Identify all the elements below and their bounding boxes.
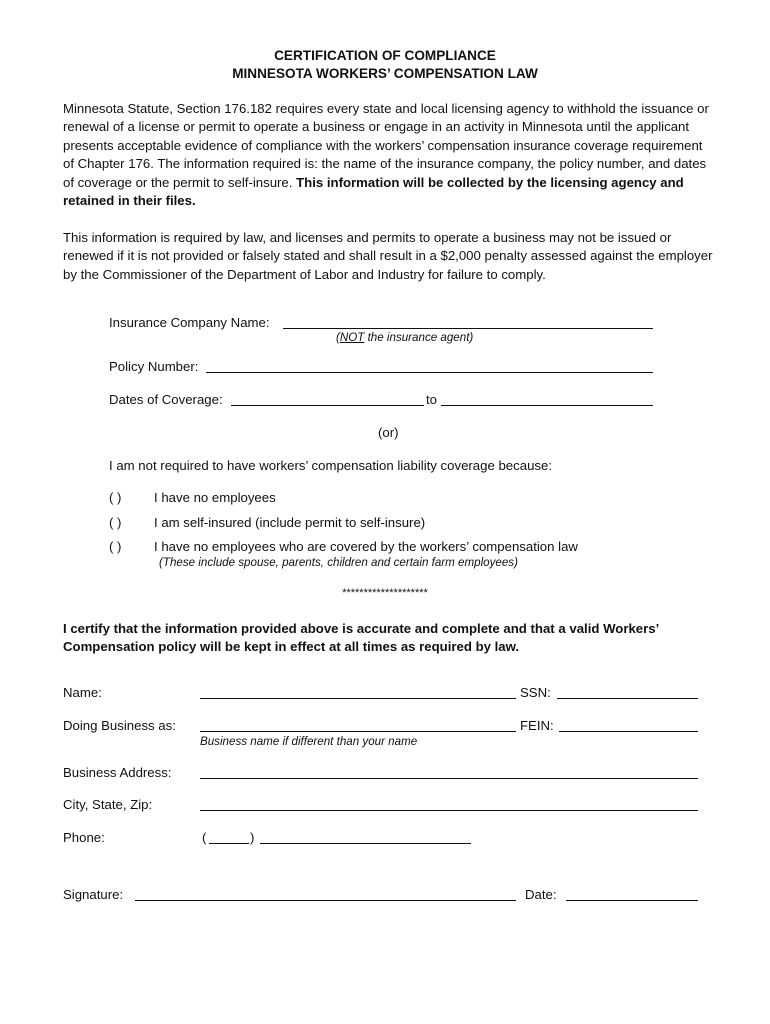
dates-to-label: to xyxy=(426,392,437,407)
exempt-note: (These include spouse, parents, children and certain farm employees) xyxy=(159,556,518,569)
city-state-zip-field[interactable] xyxy=(200,810,698,811)
insurance-company-field[interactable] xyxy=(283,328,653,329)
doing-business-as-label: Doing Business as: xyxy=(63,718,176,733)
insurance-company-label: Insurance Company Name: xyxy=(109,315,270,330)
exempt-checkbox-no-covered-employees[interactable]: ( ) xyxy=(109,539,122,554)
intro-text: Minnesota Statute, Section 176.182 requires every state and local licensing agency to withhold the issuance or renewal of a license or permit to operate a business or engage in an activity in Minnesota until the applicant presents acceptable evidence of compliance with the workers’ compensation insurance coverage requirement of Chapter 176. The information required is: the name of the insurance company, the policy number, and dates of coverage or the permit to self-insure. xyxy=(63,101,709,190)
exempt-option-no-covered-employees: I have no employees who are covered by the workers’ compensation law xyxy=(154,539,578,554)
phone-area-close-paren: ) xyxy=(250,830,255,845)
name-field[interactable] xyxy=(200,698,516,699)
exempt-checkbox-self-insured[interactable]: ( ) xyxy=(109,515,122,530)
doing-business-as-field[interactable] xyxy=(200,731,516,732)
note-rest: the insurance agent) xyxy=(364,331,474,344)
policy-number-field[interactable] xyxy=(206,372,653,373)
fein-field[interactable] xyxy=(559,731,698,732)
fein-label: FEIN: xyxy=(520,718,554,733)
dates-of-coverage-label: Dates of Coverage: xyxy=(109,392,223,407)
business-address-label: Business Address: xyxy=(63,765,172,780)
signature-label: Signature: xyxy=(63,887,124,902)
note-not-emphasis: NOT xyxy=(339,331,365,344)
policy-number-label: Policy Number: xyxy=(109,359,199,374)
exempt-checkbox-no-employees[interactable]: ( ) xyxy=(109,490,122,505)
phone-area-open-paren: ( xyxy=(202,830,207,845)
section-divider-stars: ******************** xyxy=(342,587,428,599)
name-label: Name: xyxy=(63,685,102,700)
exempt-option-no-employees: I have no employees xyxy=(154,490,276,505)
intro-paragraph xyxy=(63,100,713,210)
insurance-company-note xyxy=(336,331,473,344)
exemption-intro: I am not required to have workers’ compensation liability coverage because: xyxy=(109,458,552,473)
ssn-field[interactable] xyxy=(557,698,698,699)
dba-note: Business name if different than your name xyxy=(200,735,418,748)
or-separator: (or) xyxy=(378,425,399,440)
coverage-start-field[interactable] xyxy=(231,405,424,406)
business-address-field[interactable] xyxy=(200,778,698,779)
exempt-option-self-insured: I am self-insured (include permit to self-insure) xyxy=(154,515,426,530)
city-state-zip-label: City, State, Zip: xyxy=(63,797,153,812)
note-open-paren: ( xyxy=(336,331,340,344)
certification-statement: I certify that the information provided above is accurate and complete and that a valid Workers’ Compensation policy will be kept in effect at all times as required by law. xyxy=(63,621,659,655)
signature-field[interactable] xyxy=(135,900,516,901)
penalty-paragraph: This information is required by law, and licenses and permits to operate a business may not be issued or renewed if it is not provided or falsely stated and shall result in a $2,000 penalty assessed against the employer by the Commissioner of the Department of Labor and Industry for failure to comply. xyxy=(63,230,713,282)
phone-number-field[interactable] xyxy=(260,843,471,844)
intro-bold-text: This information will be collected by the licensing agency and retained in their files. xyxy=(63,174,684,209)
coverage-end-field[interactable] xyxy=(441,405,653,406)
date-field[interactable] xyxy=(566,900,698,901)
ssn-label: SSN: xyxy=(520,685,551,700)
form-title-line-1: CERTIFICATION OF COMPLIANCE xyxy=(274,48,496,63)
phone-area-code-field[interactable] xyxy=(209,843,249,844)
phone-label: Phone: xyxy=(63,830,105,845)
form-title-line-2: MINNESOTA WORKERS’ COMPENSATION LAW xyxy=(232,66,538,81)
date-label: Date: xyxy=(525,887,557,902)
